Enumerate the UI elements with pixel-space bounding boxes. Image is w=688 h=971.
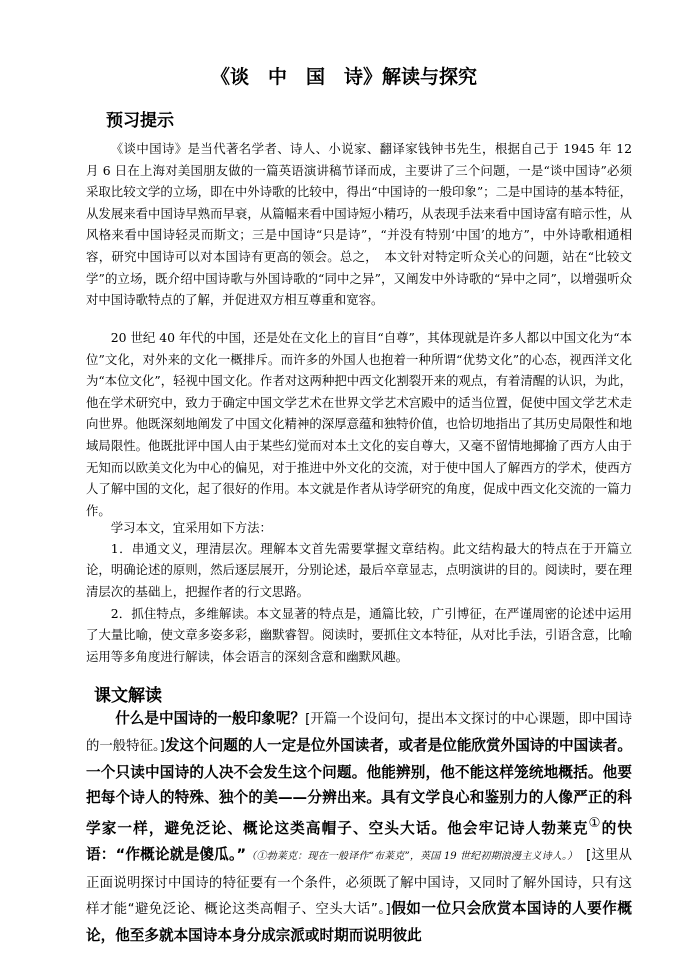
footnote-marker: ①: [588, 816, 602, 832]
section-heading-analysis: 课文解读: [94, 686, 162, 706]
paragraph-background: 20 世纪 40 年代的中国，还是处在文化上的盲目“自尊”，其体现就是许多人都以中国文化为“本位”文化，对外来的文化一概排斥。而许多的外国人也抱着一种所谓“优势文化”的心态，视西洋文化为“本位文化”，轻视中国文化。作者对这两种把中西文化割裂开来的观点，有着清醒的认识，为此，他在学术研究中，致力于确定中国文学艺术在世界文学艺术宫殿中的适当位置，促使中国文学艺术走向世界。他既深刻地阐发了中国文化精神的深厚意蕴和独特价值，也恰切地指出了其历史局限性和地域局限性。他既批评中国人由于某些幻觉而对本土文化的妄自尊大，又毫不留情地揶揄了西方人由于无知而以欧美文化为中心的偏见，对于推进中外文化的交流，对于使中国人了解西方的学术，使西方人了解中国的文化，起了很好的作用。本文就是作者从诗学研究的角度，促成中西文化交流的一篇力作。: [86, 330, 632, 518]
paragraph-method-1: 1．串通文义，理清层次。理解本文首先需要掌握文章结构。此文结构最大的特点在于开篇立论，明确论述的原则，然后逐层展开，分别论述，最后卒章显志，点明演讲的目的。阅读时，要在理清层次的基础上，把握作者的行文思路。: [86, 541, 632, 599]
document-title: 《谈 中 国 诗》解读与探究: [210, 66, 477, 88]
paragraph-method-intro: 学习本文，宜采用如下方法：: [110, 520, 272, 535]
paragraph-intro: 《谈中国诗》是当代著名学者、诗人、小说家、翻译家钱钟书先生，根据自己于 1945 年 12 月 6 日在上海对美国朋友做的一篇英语演讲稿节译而成，主要讲了三个问题，一是“谈中国诗”必须采取比较文学的立场，即在中外诗歌的比较中，得出“中国诗的一般印象”；二是中国诗的基本特征，从发展来看中国诗早熟而早衰，从篇幅来看中国诗短小精巧，从表现手法来看中国诗富有暗示性，从风格来看中国诗轻灵而斯文；三是中国诗“只是诗”，“并没有特别‘中国’的地方”，中外诗歌相通相容，研究中国诗可以对本国诗有更高的领会。总之， 本文针对特定听众关心的问题，站在“比较文学”的立场，既介绍中国诗歌与外国诗歌的“同中之异”，又阐发中外诗歌的“异中之同”，以增强听众对中国诗歌特点的了解，并促进双方相互尊重和宽容。: [86, 141, 632, 308]
paragraph-method-2: 2．抓住特点，多维解读。本文显著的特点是，通篇比较，广引博征，在严谨周密的论述中运用了大量比喻，使文章多姿多彩，幽默睿智。阅读时，要抓住文本特征，从对比手法，引语含意，比喻运用等多角度进行解读，体会语言的深刻含意和幽默风趣。: [86, 606, 632, 664]
text-passage-1: 发这个问题的人一定是位外国读者，或者是位能欣赏外国诗的中国读者。一个只读中国诗的人决不会发生这个问题。他能辨别，他不能这样笼统地概括。他要把每个诗人的特殊、独个的美——分辨出来。具有文学良心和鉴别力的人像严正的科学家一样，避免泛论、概论这类高帽子、空头大话。他会牢记诗人勃莱克: [86, 736, 632, 838]
section-heading-preview: 预习提示: [106, 111, 174, 131]
text-quote: 的快语：“作概论就是傻瓜。”: [86, 820, 632, 863]
commentary-1: [开篇一个设问句，提出本文探讨的中心课题，即中国诗的一般特征。]: [86, 712, 632, 754]
text-reading-paragraph: [86, 706, 632, 949]
commentary-2: [这里从正面说明探讨中国诗的特征要有一个条件，必须既了解中国诗，又同时了解外国诗，只有这样才能“避免泛论、概论这类高帽子、空头大话”。]: [86, 847, 632, 918]
text-passage-2: 假如一位只会欣赏本国诗的人要作概论，他至多就本国诗本身分成宗派或时期而说明彼此: [86, 900, 632, 945]
footnote-note: （①勃莱克：现在一般译作“布莱克”，英国 19 世纪初期浪漫主义诗人。）: [246, 850, 573, 862]
text-question: 什么是中国诗的一般印象呢？: [115, 710, 306, 727]
